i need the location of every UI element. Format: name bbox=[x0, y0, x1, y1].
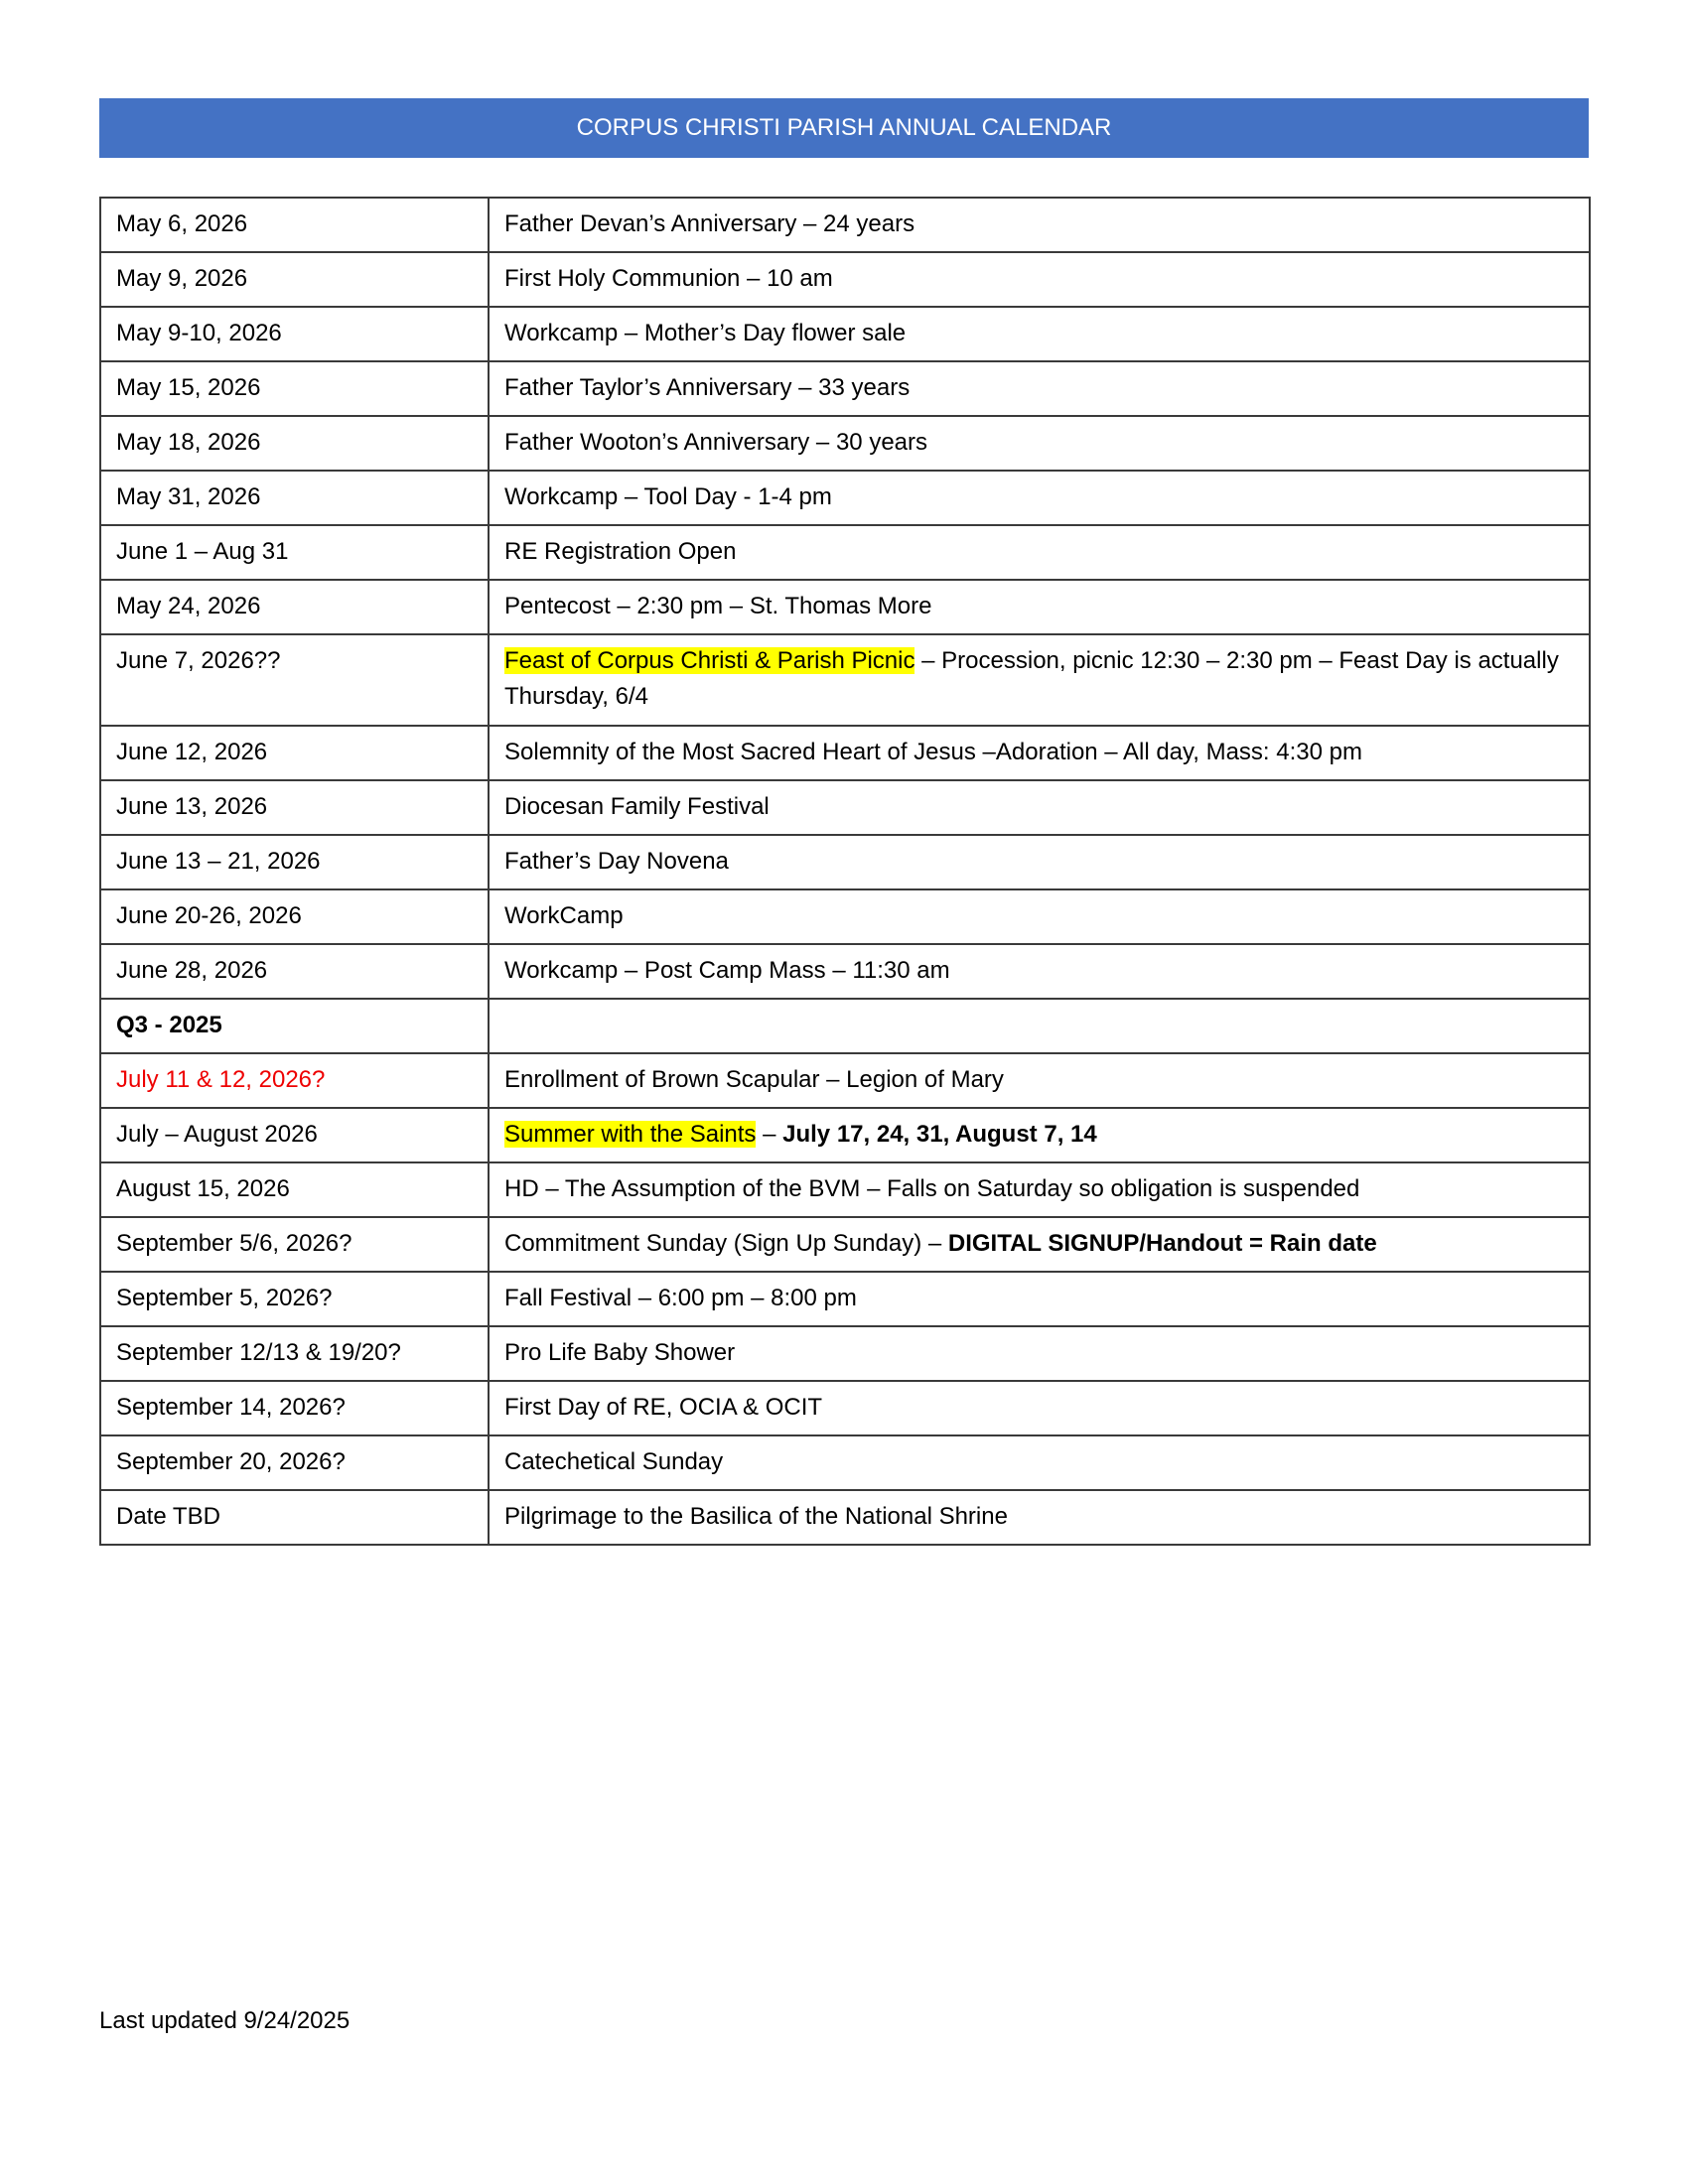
highlighted-event-title: Feast of Corpus Christi & Parish Picnic bbox=[504, 647, 915, 674]
date-cell: May 31, 2026 bbox=[100, 471, 489, 525]
date-cell: September 20, 2026? bbox=[100, 1435, 489, 1490]
event-cell: Workcamp – Post Camp Mass – 11:30 am bbox=[489, 944, 1590, 999]
date-cell: May 15, 2026 bbox=[100, 361, 489, 416]
table-row bbox=[100, 1435, 1590, 1490]
table-row bbox=[100, 416, 1590, 471]
date-cell: May 9-10, 2026 bbox=[100, 307, 489, 361]
table-row bbox=[100, 1108, 1590, 1162]
table-row bbox=[100, 580, 1590, 634]
event-cell: Father Wooton’s Anniversary – 30 years bbox=[489, 416, 1590, 471]
event-cell: Father Devan’s Anniversary – 24 years bbox=[489, 198, 1590, 252]
event-separator: – bbox=[756, 1121, 783, 1148]
table-row bbox=[100, 944, 1590, 999]
date-cell: June 20-26, 2026 bbox=[100, 889, 489, 944]
event-cell: Workcamp – Tool Day - 1-4 pm bbox=[489, 471, 1590, 525]
event-cell: Fall Festival – 6:00 pm – 8:00 pm bbox=[489, 1272, 1590, 1326]
event-cell-empty bbox=[489, 999, 1590, 1053]
table-row bbox=[100, 1381, 1590, 1435]
table-row bbox=[100, 1053, 1590, 1108]
event-title: Commitment Sunday (Sign Up Sunday) – bbox=[504, 1230, 948, 1257]
event-cell: Diocesan Family Festival bbox=[489, 780, 1590, 835]
table-row bbox=[100, 252, 1590, 307]
table-row bbox=[100, 361, 1590, 416]
event-cell: Catechetical Sunday bbox=[489, 1435, 1590, 1490]
table-row bbox=[100, 307, 1590, 361]
event-cell: WorkCamp bbox=[489, 889, 1590, 944]
table-row bbox=[100, 525, 1590, 580]
event-details: – Procession, picnic 12:30 – 2:30 pm – Feast Day is actually Thursday, 6/4 bbox=[504, 647, 1559, 710]
table-row bbox=[100, 471, 1590, 525]
table-row bbox=[100, 1272, 1590, 1326]
table-row bbox=[100, 1490, 1590, 1545]
date-cell: September 12/13 & 19/20? bbox=[100, 1326, 489, 1381]
event-cell: Pro Life Baby Shower bbox=[489, 1326, 1590, 1381]
date-cell: May 24, 2026 bbox=[100, 580, 489, 634]
date-cell: May 6, 2026 bbox=[100, 198, 489, 252]
date-cell-tentative: July 11 & 12, 2026? bbox=[100, 1053, 489, 1108]
event-cell: Solemnity of the Most Sacred Heart of Jesus –Adoration – All day, Mass: 4:30 pm bbox=[489, 726, 1590, 780]
date-cell: June 12, 2026 bbox=[100, 726, 489, 780]
table-row bbox=[100, 1326, 1590, 1381]
table-row bbox=[100, 889, 1590, 944]
event-cell: Father Taylor’s Anniversary – 33 years bbox=[489, 361, 1590, 416]
page-title: CORPUS CHRISTI PARISH ANNUAL CALENDAR bbox=[576, 114, 1112, 141]
date-cell: September 5/6, 2026? bbox=[100, 1217, 489, 1272]
date-cell: June 13, 2026 bbox=[100, 780, 489, 835]
date-cell: August 15, 2026 bbox=[100, 1162, 489, 1217]
date-cell: July – August 2026 bbox=[100, 1108, 489, 1162]
highlighted-event-title: Summer with the Saints bbox=[504, 1121, 757, 1148]
event-cell: First Day of RE, OCIA & OCIT bbox=[489, 1381, 1590, 1435]
table-row bbox=[100, 1217, 1590, 1272]
event-cell: Father’s Day Novena bbox=[489, 835, 1590, 889]
event-note: DIGITAL SIGNUP/Handout = Rain date bbox=[947, 1230, 1377, 1257]
event-cell: Enrollment of Brown Scapular – Legion of Mary bbox=[489, 1053, 1590, 1108]
date-cell: May 9, 2026 bbox=[100, 252, 489, 307]
date-cell: May 18, 2026 bbox=[100, 416, 489, 471]
event-cell: Pilgrimage to the Basilica of the National Shrine bbox=[489, 1490, 1590, 1545]
event-cell: HD – The Assumption of the BVM – Falls on Saturday so obligation is suspended bbox=[489, 1162, 1590, 1217]
table-row bbox=[100, 198, 1590, 252]
date-cell: June 1 – Aug 31 bbox=[100, 525, 489, 580]
table-row bbox=[100, 780, 1590, 835]
date-cell: June 13 – 21, 2026 bbox=[100, 835, 489, 889]
table-row bbox=[100, 726, 1590, 780]
section-label: Q3 - 2025 bbox=[100, 999, 489, 1053]
section-header-row bbox=[100, 999, 1590, 1053]
table-row bbox=[100, 634, 1590, 726]
event-cell: First Holy Communion – 10 am bbox=[489, 252, 1590, 307]
table-row bbox=[100, 1162, 1590, 1217]
date-cell: June 28, 2026 bbox=[100, 944, 489, 999]
event-cell bbox=[489, 1217, 1590, 1272]
table-row bbox=[100, 835, 1590, 889]
event-cell: Pentecost – 2:30 pm – St. Thomas More bbox=[489, 580, 1590, 634]
event-cell: Workcamp – Mother’s Day flower sale bbox=[489, 307, 1590, 361]
event-cell bbox=[489, 634, 1590, 726]
last-updated-note: Last updated 9/24/2025 bbox=[99, 2007, 351, 2034]
title-bar bbox=[99, 98, 1589, 158]
date-cell: September 5, 2026? bbox=[100, 1272, 489, 1326]
date-cell: Date TBD bbox=[100, 1490, 489, 1545]
date-cell: June 7, 2026?? bbox=[100, 634, 489, 726]
date-cell: September 14, 2026? bbox=[100, 1381, 489, 1435]
event-cell: RE Registration Open bbox=[489, 525, 1590, 580]
event-dates: July 17, 24, 31, August 7, 14 bbox=[782, 1121, 1097, 1148]
calendar-table bbox=[99, 197, 1591, 1546]
event-cell bbox=[489, 1108, 1590, 1162]
